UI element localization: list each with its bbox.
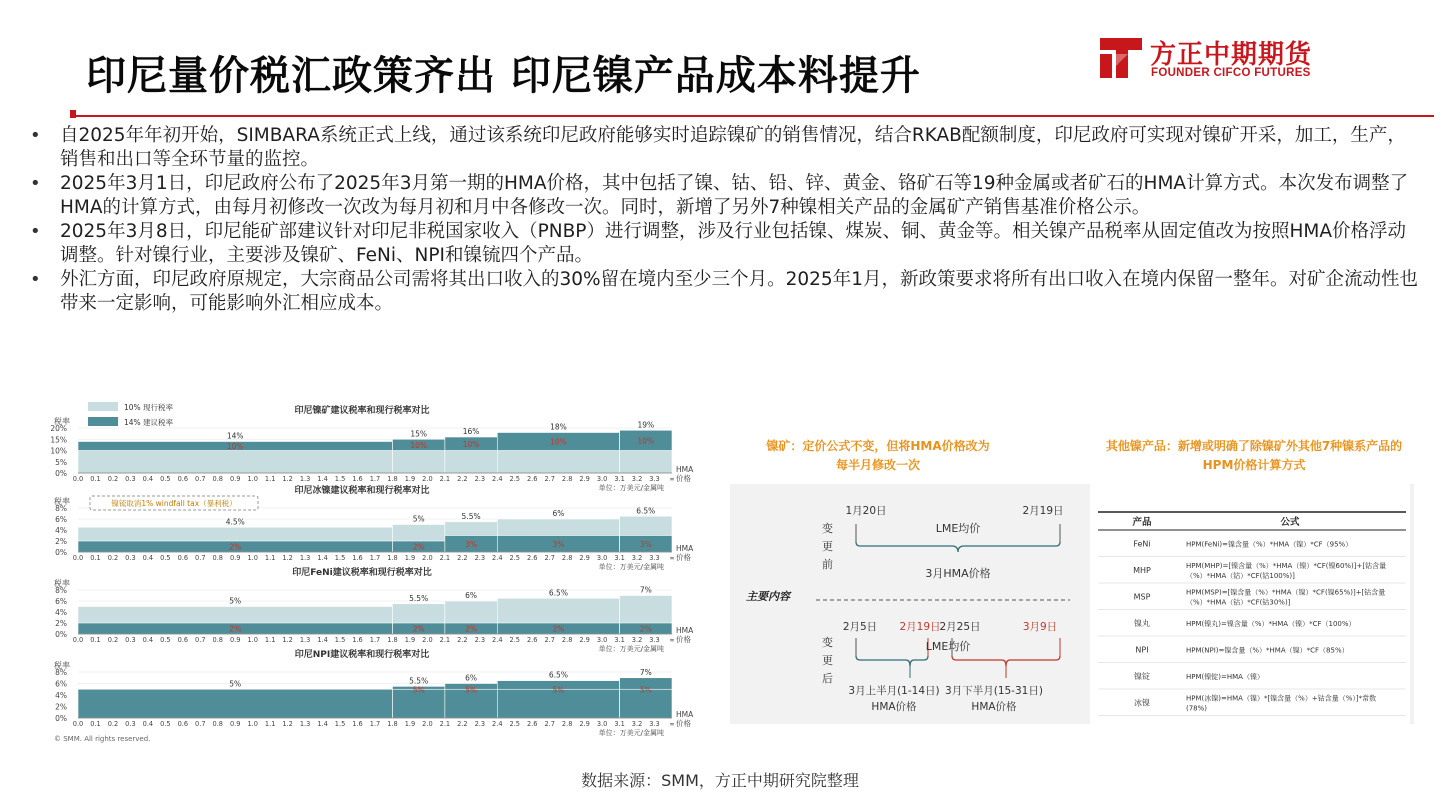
before-start-date: 1月20日 <box>845 505 887 517</box>
x-tick-label: 0.3 <box>125 636 136 644</box>
current-rate-label: 5% <box>552 685 565 695</box>
bullet-list <box>28 124 1420 316</box>
x-tick-label: 1.6 <box>352 720 363 728</box>
x-tick-label: 1.1 <box>264 720 276 728</box>
before-result: 3月HMA价格 <box>925 567 991 580</box>
x-tick-label: 2.1 <box>439 475 451 483</box>
unit-note: 单位：万美元/金属吨 <box>598 729 664 737</box>
x-tick-label: 2.5 <box>509 720 521 728</box>
proposed-rate-label: 5.5% <box>409 676 429 686</box>
table-cell-product: 冰镍 <box>1134 698 1150 708</box>
chart-ylabel: 税率 <box>54 497 70 506</box>
x-tick-label: 0.9 <box>229 720 241 728</box>
tax-rate-charts <box>52 398 714 746</box>
x-tick-label: 0.5 <box>160 475 171 483</box>
y-tick-label: 0% <box>55 548 67 557</box>
after-date-4: 3月9日 <box>1022 621 1058 633</box>
current-rate-label: 10% <box>226 442 244 451</box>
current-rate-label: 2% <box>229 624 242 634</box>
x-tick-label: 0.1 <box>90 554 101 562</box>
x-tick-label: 0.1 <box>90 475 101 483</box>
chart-xlabel-2: 价格 <box>676 635 691 644</box>
x-tick-label: 0.2 <box>107 636 119 644</box>
y-tick-label: 5% <box>55 457 67 467</box>
x-tick-label: 3.0 <box>596 475 608 483</box>
x-tick-label: 1.1 <box>264 636 276 644</box>
x-tick-label: 0.9 <box>229 636 241 644</box>
x-tick-label: 1.9 <box>404 475 416 483</box>
x-tick-label: 3.0 <box>596 636 608 644</box>
x-tick-label: 0.7 <box>195 720 206 728</box>
x-tick-label: 3.3 <box>649 720 660 728</box>
after-date-3: 2月25日 <box>939 621 981 633</box>
x-tick-label: 0.5 <box>160 720 171 728</box>
table-header-product: 产品 <box>1132 517 1152 528</box>
unit-note: 单位：万美元/金属吨 <box>598 484 664 492</box>
y-tick-label: 15% <box>50 435 67 445</box>
proposed-rate-label: 5% <box>229 596 242 606</box>
logo-text-cn: 方正中期期货 <box>1150 40 1313 70</box>
x-tick-label: 0.4 <box>142 554 154 562</box>
x-tick-label: 1.3 <box>299 720 311 728</box>
x-tick-label: 1.1 <box>264 554 276 562</box>
x-tick-label: 2.2 <box>457 475 468 483</box>
chart-xlabel-2: 价格 <box>676 719 691 728</box>
x-tick-label: 0.7 <box>195 475 206 483</box>
x-tick-label: 0.0 <box>72 720 84 728</box>
x-tick-label: 1.7 <box>369 475 381 483</box>
hma-change-panel <box>730 428 1414 728</box>
x-tick-label: 2.7 <box>544 554 555 562</box>
x-tick-label: 0.4 <box>142 475 154 483</box>
x-tick-label: 0.1 <box>90 636 101 644</box>
after-date-2: 2月19日 <box>899 621 941 633</box>
x-tick-label: 3.1 <box>614 475 625 483</box>
main-content-label: 主要内容 <box>746 590 790 603</box>
y-tick-label: 0% <box>55 714 67 723</box>
y-tick-label: 2% <box>55 702 67 712</box>
after-vertical-label: 变更后 <box>822 636 833 685</box>
x-tick-label: 2.6 <box>526 475 538 483</box>
y-tick-label: 2% <box>55 537 67 546</box>
table-header-formula: 公式 <box>1280 517 1300 528</box>
chart-xlabel: HMA <box>676 710 694 719</box>
x-tick-label: 0.4 <box>142 720 154 728</box>
x-tick-label: 2.0 <box>422 554 433 562</box>
x-tick-label: 0.4 <box>142 636 154 644</box>
x-tick-label: 1.6 <box>352 475 363 483</box>
proposed-rate-label: 5.5% <box>409 593 429 603</box>
proposed-rate-label: 6.5% <box>548 670 568 680</box>
x-tick-label: 0.0 <box>72 636 84 644</box>
x-tick-label: 3.3 <box>649 475 660 483</box>
y-tick-label: 20% <box>50 424 67 433</box>
x-tick-label: 2.5 <box>509 554 521 562</box>
x-tick-label: 0.6 <box>177 475 189 483</box>
x-tick-label: 0.2 <box>107 554 119 562</box>
x-tick-label: 2.4 <box>492 554 503 562</box>
hma-left-heading-2: 每半月修改一次 <box>835 458 921 472</box>
annotation-text: 镍锍取消1% windfall tax（暴利税） <box>111 499 237 508</box>
bullet-item: • 2025年3月8日，印尼能矿部建议针对印尼非税国家收入（PNBP）进行调整，涉及行业包括镍、煤炭、铜、黄金等。相关镍产品税率从固定值改为按照HMA价格浮动调整。针对镍行业，主要涉及镍矿、FeNi、NPI和镍锍四个产品。 <box>28 220 1420 268</box>
x-tick-label: 0.9 <box>229 554 241 562</box>
x-tick-label: 1.3 <box>299 475 311 483</box>
proposed-rate-label: 16% <box>462 427 480 436</box>
y-tick-label: 2% <box>55 619 67 628</box>
y-tick-label: 8% <box>55 586 67 595</box>
before-end-date: 2月19日 <box>1022 505 1064 517</box>
x-tick-label: 3.0 <box>596 554 608 562</box>
unit-note: 单位：万美元/金属吨 <box>598 645 664 653</box>
current-rate-label: 3% <box>639 539 652 549</box>
chart-ylabel: 税率 <box>54 661 70 670</box>
before-lme-avg: LME均价 <box>935 522 981 535</box>
x-tick-label: 0.9 <box>229 475 241 483</box>
before-vertical-label: 变更前 <box>822 522 833 571</box>
current-rate-bar <box>78 689 392 718</box>
table-cell-formula: HPM(NPI)=镍含量（%）*HMA（镍）*CF（85%） <box>1186 646 1349 655</box>
chart-ylabel: 税率 <box>54 579 70 588</box>
proposed-rate-label: 6.5% <box>548 588 568 598</box>
hma-change-svg <box>730 428 1414 728</box>
x-tick-label: 2.2 <box>457 554 468 562</box>
x-tick-label: 2.7 <box>544 636 555 644</box>
current-rate-label: 2% <box>229 542 242 552</box>
x-tick-label: 2.4 <box>492 720 503 728</box>
x-tick-label: 2.8 <box>561 475 573 483</box>
x-tick-label: 1.7 <box>369 720 381 728</box>
chart-title: 印尼冰镍建议税率和现行税率对比 <box>294 486 430 496</box>
chart-xlabel-2: 价格 <box>676 474 691 483</box>
x-tick-label: 0.1 <box>90 720 101 728</box>
x-tick-label: 2.0 <box>422 636 433 644</box>
unit-note: 单位：万美元/金属吨 <box>598 563 664 571</box>
x-tick-label: 1.3 <box>299 636 311 644</box>
x-tick-label: 1.4 <box>317 475 328 483</box>
legend-swatch-current <box>88 402 118 411</box>
proposed-rate-label: 14% <box>226 431 244 441</box>
x-tick-label: 2.4 <box>492 475 503 483</box>
x-tick-label: 1.5 <box>334 720 346 728</box>
x-tick-label: 2.8 <box>561 636 573 644</box>
table-cell-formula: HPM(MSP)=[镍含量（%）*HMA（镍）*CF(镍65%)]+[钴含量 <box>1186 588 1386 597</box>
y-tick-label: 0% <box>55 630 67 639</box>
x-tick-label: 3.0 <box>596 720 608 728</box>
x-tick-label: 0.2 <box>107 720 119 728</box>
chart-xlabel: HMA <box>676 544 694 553</box>
x-tick-label: 3.1 <box>614 720 625 728</box>
x-tick-label: 1.0 <box>247 554 258 562</box>
current-rate-label: 5% <box>639 685 652 695</box>
current-rate-label: 3% <box>552 539 565 549</box>
x-tick-label: 1.7 <box>369 636 381 644</box>
x-tick-label: 0.7 <box>195 554 206 562</box>
x-tick-label: 2.1 <box>439 720 451 728</box>
x-tick-label: 1.8 <box>387 636 398 644</box>
table-cell-formula: HPM(冰镍)=HMA（镍）*[镍含量（%）+钴含量（%）]*常数 <box>1186 694 1377 703</box>
current-rate-label: 10% <box>550 437 567 447</box>
hma-right-heading-1: 其他镍产品：新增或明确了除镍矿外其他7种镍系产品的 <box>1105 439 1403 453</box>
x-tick-label: 1.2 <box>282 475 293 483</box>
x-tick-label: 0.3 <box>125 475 136 483</box>
x-tick-label: 2.8 <box>561 720 573 728</box>
x-tick-label: 1.0 <box>247 475 258 483</box>
y-tick-label: 8% <box>55 668 67 677</box>
after-result-2-line-2: HMA价格 <box>971 701 1017 713</box>
x-tick-label: 2.9 <box>579 720 590 728</box>
x-tick-label: 1.8 <box>387 475 398 483</box>
x-tick-label: 2.7 <box>544 720 555 728</box>
current-rate-label: 10% <box>637 436 655 446</box>
hma-left-heading-1: 镍矿：定价公式不变，但将HMA价格改为 <box>766 439 990 453</box>
x-tick-label: 2.2 <box>457 720 468 728</box>
y-tick-label: 8% <box>55 504 67 513</box>
x-tick-label: 2.2 <box>457 636 468 644</box>
current-rate-label: 2% <box>465 624 478 634</box>
x-tick-label: 0.3 <box>125 554 136 562</box>
current-rate-label: 10% <box>410 440 428 450</box>
x-tick-label: 1.8 <box>387 720 398 728</box>
x-tick-label: 0.7 <box>195 636 206 644</box>
legend-label-proposed: 14% 建议税率 <box>124 418 174 427</box>
current-rate-label: 2% <box>412 542 425 552</box>
x-tick-label: 0.0 <box>72 554 84 562</box>
brand-logo <box>1098 36 1338 82</box>
current-rate-label: 2% <box>552 624 565 634</box>
title-divider <box>70 115 1434 117</box>
chart-xlabel: HMA <box>676 465 694 474</box>
after-lme-avg: LME均价 <box>925 640 971 653</box>
x-tick-label: 3.2 <box>631 720 643 728</box>
x-tick-label: 1.0 <box>247 636 258 644</box>
y-tick-label: 0% <box>55 469 67 478</box>
table-cell-product: 镍丸 <box>1134 618 1150 628</box>
after-date-1: 2月5日 <box>842 621 878 633</box>
y-tick-label: 6% <box>55 597 67 606</box>
table-cell-product: MHP <box>1133 565 1151 575</box>
x-tick-label: 2.1 <box>439 554 451 562</box>
x-tick-label: ∞ <box>669 636 675 644</box>
x-tick-label: 0.6 <box>177 636 189 644</box>
x-tick-label: 2.6 <box>526 720 538 728</box>
proposed-rate-label: 6% <box>552 509 565 518</box>
table-cell-product: MSP <box>1133 592 1151 602</box>
x-tick-label: 1.2 <box>282 636 293 644</box>
chart-title: 印尼NPI建议税率和现行税率对比 <box>294 650 430 660</box>
hma-right-heading-2: HPM价格计算方式 <box>1202 458 1306 472</box>
chart-title: 印尼FeNi建议税率和现行税率对比 <box>292 568 432 578</box>
x-tick-label: 2.3 <box>474 475 486 483</box>
proposed-rate-label: 5% <box>412 514 425 524</box>
x-tick-label: 0.0 <box>72 475 84 483</box>
x-tick-label: 3.2 <box>631 554 643 562</box>
chart-title: 印尼镍矿建议税率和现行税率对比 <box>294 406 430 416</box>
x-tick-label: 2.9 <box>579 636 590 644</box>
x-tick-label: 2.6 <box>526 554 538 562</box>
table-cell-formula: HPM(FeNi)=镍含量（%）*HMA（镍）*CF（95%） <box>1186 540 1353 549</box>
x-tick-label: 2.8 <box>561 554 573 562</box>
bullet-item: • 外汇方面，印尼政府原规定，大宗商品公司需将其出口收入的30%留在境内至少三个月。2025年1月，新政策要求将所有出口收入在境内保留一整年。对矿企流动性也带来一定影响，可能影响外汇相应成本。 <box>28 268 1420 316</box>
y-tick-label: 4% <box>55 526 67 535</box>
table-cell-product: 镍锭 <box>1134 671 1150 681</box>
x-tick-label: 3.3 <box>649 636 660 644</box>
x-tick-label: 0.8 <box>212 720 224 728</box>
x-tick-label: 1.7 <box>369 554 381 562</box>
bullet-item: • 2025年3月1日，印尼政府公布了2025年3月第一期的HMA价格，其中包括了镍、钴、铅、锌、黄金、铬矿石等19种金属或者矿石的HMA计算方式。本次发布调整了HMA的计算方式，由每月初修改一次改为每月初和月中各修改一次。同时，新增了另外7种镍相关产品的金属矿产销售基准价格公示。 <box>28 172 1420 220</box>
x-tick-label: 1.4 <box>317 720 328 728</box>
legend-swatch-proposed <box>88 417 118 426</box>
current-rate-label: 10% <box>462 439 480 449</box>
proposed-rate-label: 6.5% <box>636 506 656 516</box>
x-tick-label: 2.5 <box>509 636 521 644</box>
logo-text-en: FOUNDER CIFCO FUTURES <box>1151 67 1311 79</box>
proposed-rate-label: 15% <box>410 429 428 439</box>
x-tick-label: 3.1 <box>614 636 625 644</box>
table-cell-formula-cont: （%）*HMA（钴）*CF(钴100%)] <box>1186 571 1295 580</box>
x-tick-label: 2.6 <box>526 636 538 644</box>
current-rate-label: 2% <box>412 624 425 634</box>
current-rate-label: 5% <box>465 685 478 695</box>
x-tick-label: 1.8 <box>387 554 398 562</box>
x-tick-label: 2.9 <box>579 475 590 483</box>
x-tick-label: 0.6 <box>177 720 189 728</box>
current-rate-label: 2% <box>639 624 652 634</box>
proposed-rate-label: 4.5% <box>225 517 245 527</box>
x-tick-label: 3.2 <box>631 636 643 644</box>
table-cell-formula: HPM(MHP)=[镍含量（%）*HMA（镍）*CF(镍60%)]+[钴含量 <box>1186 561 1387 570</box>
x-tick-label: 1.2 <box>282 720 293 728</box>
tax-rate-charts-svg <box>52 398 714 746</box>
x-tick-label: 3.3 <box>649 554 660 562</box>
x-tick-label: 2.7 <box>544 475 555 483</box>
x-tick-label: 2.3 <box>474 554 486 562</box>
x-tick-label: 0.2 <box>107 475 119 483</box>
x-tick-label: ∞ <box>669 554 675 562</box>
x-tick-label: 0.8 <box>212 475 224 483</box>
table-cell-formula: HPM(镍锭)=HMA（镍） <box>1186 672 1264 681</box>
x-tick-label: 2.0 <box>422 475 433 483</box>
proposed-rate-label: 5.5% <box>461 511 481 521</box>
proposed-rate-label: 19% <box>637 420 655 430</box>
proposed-rate-label: 5% <box>229 679 242 689</box>
x-tick-label: 1.5 <box>334 554 346 562</box>
copyright: © SMM. All rights reserved. <box>54 735 151 743</box>
x-tick-label: 1.3 <box>299 554 311 562</box>
proposed-rate-label: 7% <box>639 585 652 595</box>
y-tick-label: 4% <box>55 691 67 700</box>
proposed-rate-label: 6% <box>465 673 478 683</box>
x-tick-label: 2.0 <box>422 720 433 728</box>
legend-label-current: 10% 现行税率 <box>124 403 174 412</box>
x-tick-label: 1.0 <box>247 720 258 728</box>
x-tick-label: 0.5 <box>160 636 171 644</box>
x-tick-label: 1.4 <box>317 554 328 562</box>
x-tick-label: 1.2 <box>282 554 293 562</box>
table-cell-formula: HPM(镍丸)=镍含量（%）*HMA（镍）*CF（100%） <box>1186 619 1356 628</box>
x-tick-label: 2.3 <box>474 636 486 644</box>
x-tick-label: 0.8 <box>212 636 224 644</box>
table-cell-formula-cont: （%）*HMA（钴）*CF(钴30%)] <box>1186 598 1291 607</box>
table-cell-formula-cont: (78%) <box>1186 704 1208 713</box>
after-result-1-line-1: 3月上半月(1-14日) <box>848 685 940 697</box>
after-result-2-line-1: 3月下半月(15-31日) <box>945 685 1043 697</box>
x-tick-label: 2.9 <box>579 554 590 562</box>
x-tick-label: 2.3 <box>474 720 486 728</box>
x-tick-label: 2.1 <box>439 636 451 644</box>
chart-xlabel: HMA <box>676 626 694 635</box>
x-tick-label: 0.3 <box>125 720 136 728</box>
chart-xlabel-2: 价格 <box>676 553 691 562</box>
x-tick-label: 3.1 <box>614 554 625 562</box>
x-tick-label: 1.1 <box>264 475 276 483</box>
current-rate-label: 5% <box>412 685 425 695</box>
x-tick-label: 1.5 <box>334 475 346 483</box>
x-tick-label: 1.5 <box>334 636 346 644</box>
y-tick-label: 6% <box>55 679 67 689</box>
logo-mark-icon <box>1098 36 1144 80</box>
x-tick-label: ∞ <box>669 720 675 728</box>
x-tick-label: 0.6 <box>177 554 189 562</box>
x-tick-label: 1.6 <box>352 636 363 644</box>
x-tick-label: 2.4 <box>492 636 503 644</box>
x-tick-label: 1.9 <box>404 720 416 728</box>
current-rate-label: 3% <box>465 539 478 549</box>
x-tick-label: 1.9 <box>404 636 416 644</box>
bullet-item: • 自2025年年初开始，SIMBARA系统正式上线，通过该系统印尼政府能够实时追踪镍矿的销售情况，结合RKAB配额制度，印尼政府可实现对镍矿开采，加工，生产，销售和出口等全环节量的监控。 <box>28 124 1420 172</box>
data-source: 数据来源：SMM，方正中期研究院整理 <box>581 771 859 790</box>
x-tick-label: 0.5 <box>160 554 171 562</box>
proposed-rate-label: 6% <box>465 591 478 600</box>
table-cell-product: FeNi <box>1133 539 1151 549</box>
y-tick-label: 6% <box>55 515 67 524</box>
proposed-rate-label: 18% <box>550 422 567 432</box>
x-tick-label: 2.5 <box>509 475 521 483</box>
chart-ylabel: 税率 <box>54 417 70 426</box>
x-tick-label: 1.4 <box>317 636 328 644</box>
x-tick-label: 0.8 <box>212 554 224 562</box>
x-tick-label: 1.9 <box>404 554 416 562</box>
y-tick-label: 10% <box>50 446 67 456</box>
page-title: 印尼量价税汇政策齐出 印尼镍产品成本料提升 <box>86 53 921 99</box>
x-tick-label: ∞ <box>669 475 675 483</box>
x-tick-label: 1.6 <box>352 554 363 562</box>
x-tick-label: 3.2 <box>631 475 643 483</box>
after-result-1-line-2: HMA价格 <box>871 701 917 713</box>
proposed-rate-label: 7% <box>639 667 652 677</box>
y-tick-label: 4% <box>55 608 67 617</box>
table-cell-product: NPI <box>1135 645 1149 655</box>
